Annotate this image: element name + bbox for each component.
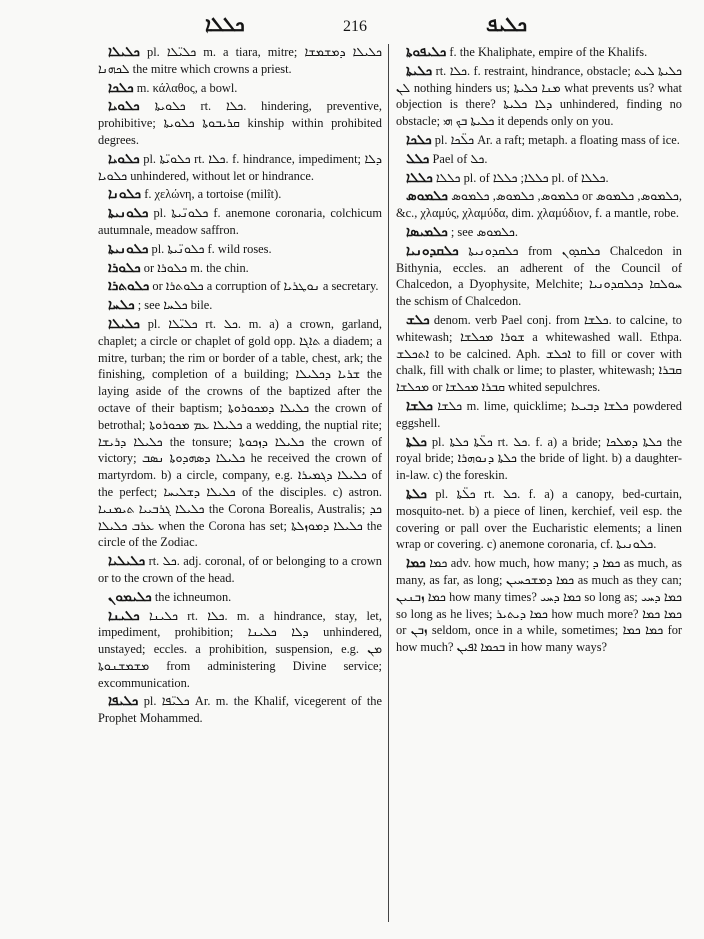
entry-headword: ܟܠܬܐ [406,485,427,501]
dictionary-entry [396,243,682,310]
entry-definition: pl. ܟܠܘܢ̈ܝܬܐ f. anemone coronaria, colchicum autumnale, meadow saffron. [98,206,382,237]
dictionary-entry [396,486,682,553]
dictionary-entry [98,80,382,97]
entry-definition: ܟܠܠܐ pl. of ܟܠܠܐ; ܟܠܠܐ pl. of ܟܠܠܐ. [435,170,609,185]
entry-headword: ܟܠܫ [406,311,430,327]
entry-headword: ܟܠܘܢܝܬܐ [108,240,149,256]
dictionary-entry [98,553,382,587]
entry-definition: m. κάλαθος, a bowl. [136,80,238,95]
entry-definition: or ܟܠܘܬܪܐ a corruption of ܢܘܛܪܝܐ a secretary. [152,279,379,294]
entry-definition: ܟܠܝܢܐ rt. ܟܠܐ. m. a hindrance, stay, let, impediment, prohibition; ܕܠܐ ܟܠܝܢܐ unhindered, unstayed; eccles. a prohibition, suspension, e.g. ܡܢ ܡܫܡܫܢܘܬܐ from administering Divine service; excommunication. [98,608,382,690]
dictionary-entry [396,44,682,61]
dictionary-entry [396,555,682,656]
entry-definition: the ichneumon. [154,589,232,604]
entry-headword: ܟܠܝܬܐ [406,62,433,78]
entry-headword: ܟܠܡܘܣ [406,188,448,204]
entry-definition: ܟܡܐ adv. how much, how many; ܟܡܐ ܕ as much, as many, as far, as long; ܟܡܐ ܕܡܫܟܚܝܢ as much as they can; ܟܡܐ ܙܒܢܝܢ how many times? ܟܡܐ ܕܚܝ so long as; ܟܡܐ ܕܚܝ so long as he lives; ܟܡܐ ܕܝܬܝܪ how much more? ܟܡܐ ܟܡܐ or ܙܒܢ seldom, once in a while, sometimes; ܟܡܐ ܟܡܐ for how much? ܒܟܡܐ ܐܦܝܢ in how many ways? [396,556,682,655]
right-guide-word: ܟܠܝܦ [486,14,528,36]
entry-headword: ܟܠܘܪܐ [108,259,141,275]
entry-headword: ܟܠܠܐ [406,169,433,185]
column-divider [388,44,389,922]
dictionary-entry [98,151,382,185]
entry-headword: ܟܠܘܢܐ [108,186,142,202]
entry-definition: ܟܠܩܕܘܢܝܬܐ from ܟܠܩܕܘܢ Chalcedon in Bithynia, eccles. an adherent of the Council of Chalcedon, a Dyophysite, Melchite; ܚܘܠܩܐ ܕܟܠܩܕܘܢܝܐ the schism of Chalcedon. [396,243,682,309]
entry-headword: ܟܠܝܠܐ [108,44,140,59]
entry-definition: pl. ܟܠܘܢ̈ܝܬܐ f. wild roses. [151,241,272,256]
entry-definition: ; see ܟܠܚܐ bile. [137,298,213,313]
page-header [0,14,704,40]
entry-definition: pl. ܟܠ̈ܬܐ rt. ܟܠ. f. a) a canopy, bed-curtain, mosquito-net. b) a piece of linen, kerchief, veil esp. the covering or pall over the Eucharistic elements; a linen wrap or covering. c) anemone coronaria, cf. ܟܠܘܢܝܬܐ. [396,486,682,552]
dictionary-entry [396,224,682,241]
dictionary-entry [98,608,382,692]
dictionary-entry [396,170,682,187]
entry-headword: ܟܠܩܕܘܢܝܐ [406,242,459,258]
entry-definition: denom. verb Pael conj. from ܟܠܫܐ. to calcine, to whitewash; ܫܘܪܐ ܡܟܠܫܐ a whitewashed wall. Ethpa. ܐܬܟܠܫ to be calcined. Aph. ܐܟܠܫ to fill or cover with chalk, fill with chalk or lime; to plaster, whitewash; ܩܒܪܐ ܡܟܠܫܐ or ܩܒܪܐ ܡܟܠܫܐ whited sepulchres. [396,312,682,395]
entry-headword: ܟܠܡܝܣܐ [406,223,448,239]
entry-headword: ܟܠܝܢܐ [108,607,140,623]
entry-headword: ܟܠܚܐ [108,297,135,313]
dictionary-entry [98,278,382,295]
entry-headword: ܟܠܠ [406,150,430,166]
left-column [98,44,382,729]
entry-headword: ܟܠܬܐ [406,433,427,449]
dictionary-entry [396,434,682,484]
dictionary-entry [396,188,682,222]
entry-headword: ܟܠܫܐ [406,397,433,413]
dictionary-entry [98,589,382,606]
right-column [396,44,682,658]
entry-definition: f. χελώνη, a tortoise (milît). [144,187,282,202]
entry-definition: ܟܠܡܘܣ, ܟܠܡܘܣ, ܟܠܡܘܣ or ܟܠܡܘܣ, ܟܠܡܘܣ, &c., χλαμύς, χλαμύδα, dim. χλαμύδιον, f. a mantle, robe. [396,189,682,221]
entry-definition: pl. ܟܠ̈ܟܐ Ar. a raft; metaph. a floating mass of ice. [434,132,680,147]
entry-definition: ; see ܟܠܡܘܣ. [450,224,518,239]
dictionary-entry [98,241,382,258]
dictionary-entry [98,205,382,239]
entry-definition: pl. ܟܠ̈ܬܐ ܟܠܬܐ rt. ܟܠ. f. a) a bride; ܟܠܬܐ ܕܡܠܟܐ the royal bride; ܟܠܬܐ ܕܢܘܗܪܐ the bride of light. b) a daughter-in-law. c) the foreskin. [396,434,682,483]
entry-headword: ܟܡܐ [406,555,426,571]
left-guide-word: ܟܠܠܐ [205,14,245,36]
entry-headword: ܟܠܘܬܪܐ [108,278,150,294]
dictionary-entry [98,316,382,551]
dictionary-entry [98,186,382,203]
dictionary-entry [98,693,382,727]
entry-headword: ܟܠܘܝܐ [108,98,140,114]
dictionary-entry [98,297,382,314]
entry-headword: ܟܠܝܠܐ [108,315,140,331]
entry-headword: ܟܠܘܝܐ [108,150,140,166]
entry-definition: rt. ܟܠܐ. f. restraint, hindrance, obstacle; ܟܠܝܬܐ ܠܝܬ ܠܢ nothing hinders us; ܡܢܐ ܟܠܝܬܐ what prevents us? what objection is there? ܕܠܐ ܟܠܝܬܐ unhindered, finding no obstacle; ܟܠܝܬܐ ܒܟ ܗܝ it depends only on you. [396,63,682,129]
dictionary-entry [396,63,682,130]
dictionary-entry [396,151,682,168]
dictionary-entry [98,260,382,277]
dictionary-entry [396,312,682,396]
entry-definition: pl. ܟܠܝ̈ܠܐ rt. ܟܠ. m. a) a crown, garland, chaplet; a circle or chaplet of gold opp. ܬܐܓܐ a diadem; a mitre, turban; the rim or border of a table, chest, ark; the finishing, completion of a building; ܫܪܝܐ ܕܟܠܝܠܐ the laying aside of the crowns of the baptized after the octave of their baptism; ܟܠܝܠܐ ܕܡܟܘܪܘܬܐ the crown of betrothal; ܟܠܝܠܐ ܥܡ ܡܟܘܪܘܬܐ a wedding, the nuptial rite; ܟܠܝܠܐ ܕܪܝܫܐ the tonsure; ܟܠܝܠܐ ܕܙܟܘܬܐ the crown of victory; ܟܠܝܠܐ ܕܣܗܕܘܬܐ ܢܣܒ he received the crown of martyrdom. b) a circle, company, e.g. ܟܠܝܠܐ ܕܓܡܝܪܐ of the perfect; ܟܠܝܠܐ ܕܫܠܝܚܐ of the disciples. c) astron. ܟܠܝܠܐ ܓܪܒܝܝܐ ܬܝܡܢܝܐ the Corona Borealis, Australis; ܟܕ ܥܪܒ ܟܠܝܠܐ when the Corona has set; ܟܠܝܠܐ ܕܡܘܙܠܬܐ the circle of the Zodiac. [98,316,382,550]
entry-definition: f. the Khaliphate, empire of the Khalifs. [449,45,648,59]
entry-headword: ܟܠܘܢܝܬܐ [108,205,149,221]
dictionary-entry [98,44,382,78]
entry-definition: pl. ܟܠܘܝ̈ܬܐ rt. ܟܠܐ. f. hindrance, impediment; ܕܠܐ ܟܠܘܝܐ unhindered, without let or hindrance. [98,151,382,183]
entry-definition: rt. ܟܠ. adj. coronal, of or belonging to a crown or to the crown of the head. [98,554,382,585]
entry-definition: ܟܠܫܐ m. lime, quicklime; ܟܠܫܐ ܕܒܝܥܐ powdered eggshell. [396,398,682,430]
entry-headword: ܟܠܝܡܘܢ [108,588,152,604]
dictionary-entry [396,132,682,149]
entry-headword: ܟܠܝܦܘܬܐ [406,44,447,59]
dictionary-entry [98,98,382,148]
entry-headword: ܟܠܝܦܐ [108,693,139,709]
dictionary-entry [396,398,682,432]
entry-headword: ܟܠܟܐ [108,79,134,95]
entry-headword: ܟܠܟܐ [406,131,432,147]
page-number: 216 [343,18,367,35]
entry-definition: or ܟܠܘܪܐ m. the chin. [143,260,249,275]
entry-definition: pl. ܟܠܝ̈ܦܐ Ar. m. the Khalif, vicegerent of the Prophet Mohammed. [98,694,382,726]
entry-definition: pl. ܟܠܝ̈ܠܐ m. a tiara, mitre; ܟܠܝܠܐ ܕܡܫܡܫܐ ܠܟܗܢܐ the mitre which crowns a priest. [98,45,382,76]
entry-definition: ܟܠܘܝܬܐ rt. ܟܠܐ. hindering, preventive, prohibitive; ܩܪܝܒܘܬܐ ܟܠܘܝܬܐ kinship within prohibited degrees. [98,99,382,147]
entry-definition: Pael of ܟܠ. [432,151,488,166]
entry-headword: ܟܠܝܠܝܐ [108,553,146,569]
